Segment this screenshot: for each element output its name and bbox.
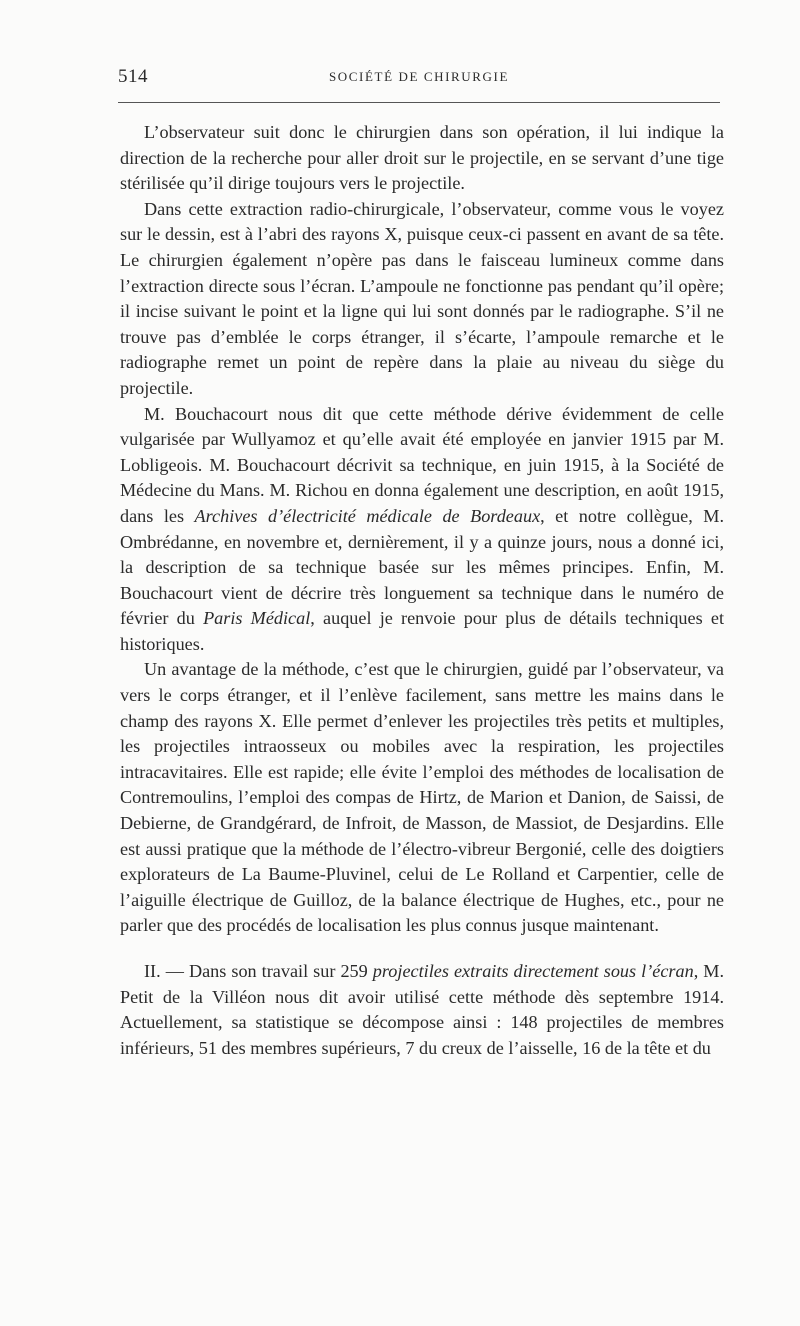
paragraph-5-text-a: II. — Dans son travail sur 259 [144, 961, 373, 981]
paragraph-1: L’observateur suit donc le chirurgien dans son opération, il lui indique la direction de la recherche pour aller droit sur le projectile, en se servant d’une tige stérilisée qu’il dirige toujours vers le projectile. [120, 122, 724, 194]
running-title: SOCIÉTÉ DE CHIRURGIE [328, 69, 510, 84]
header-rule [118, 102, 720, 103]
page-header [118, 66, 720, 90]
page-number: 514 [118, 66, 148, 87]
paragraph-3-text-c: , auquel je renvoie pour plus de détails techniques et historiques. [120, 608, 724, 654]
journal-title-paris-medical: Paris Médical [203, 608, 311, 629]
work-title-projectiles: projectiles extraits directement sous l’écran [372, 961, 694, 981]
paragraph-4: Un avantage de la méthode, c’est que le chirurgien, guidé par l’observateur, va vers le corps étranger, et il l’enlève facilement, sans mettre les mains dans le champ des rayons X. Elle permet d’enlever les projectiles très petits et multiples, les projectiles intraosseux ou mobiles avec la respiration, les projectiles intracavitaires. Elle est rapide; elle évite l’emploi des méthodes de localisation de Contremoulins, l’emploi des compas de Hirtz, de Marion et Danion, de Saissi, de Debierne, de Grandgérard, de Infroit, de Masson, de Massiot, de Desjardins. Elle est aussi pratique que la méthode de l’électro-vibreur Bergonié, celle des doigtiers explorateurs de La Baume-Pluvinel, celui de Le Rolland et Carpentier, celle de l’aiguille électrique de Guilloz, de la balance électrique de Hughes, etc., pour ne parler que des procédés de localisation les plus connus jusque maintenant. [120, 659, 724, 936]
article-body [120, 120, 724, 1061]
paragraph-2: Dans cette extraction radio-chirurgicale, l’observateur, comme vous le voyez sur le dessin, est à l’abri des rayons X, puisque ceux-ci passent en avant de sa tête. Le chirurgien également n’opère pas dans le faisceau lumineux comme dans l’extraction directe sous l’écran. L’ampoule ne fonctionne pas pendant qu’il opère; il incise suivant le point et la ligne qui lui sont donnés par le radiographe. S’il ne trouve pas d’emblée le corps étranger, il s’écarte, l’ampoule remarche et le radiographe remet un point de repère dans la plaie au niveau du siège du projectile. [120, 198, 724, 398]
paragraph-3 [120, 402, 724, 658]
journal-title-archives: Archives d’électricité médicale de Bordeaux [194, 505, 541, 526]
paragraph-5-text-b: , M. Petit de la Villéon nous dit avoir utilisé cette méthode dès septembre 1914. Actuellement, sa statistique se décompose ainsi : 148 projectiles de membres inférieurs, 51 des membres supérieurs, 7 du creux de l’aisselle, 16 de la tête et du [120, 961, 724, 1058]
paragraph-3-text-b: , et notre collègue, M. Ombrédanne, en novembre et, dernièrement, il y a quinze jours, nous a donné ici, la description de sa technique basée sur les mêmes principes. Enfin, M. Bouchacourt vient de décrire très longuement sa technique dans le numéro de février du [120, 505, 725, 629]
paragraph-3-text-a: M. Bouchacourt nous dit que cette méthode dérive évidemment de celle vulgarisée par Wullyamoz et qu’elle avait été employée en janvier 1915 par M. Lobligeois. M. Bouchacourt décrivit sa technique, en juin 1915, à la Société de Médecine du Mans. M. Richou en donna également une description, en août 1915, dans les [120, 403, 724, 526]
paragraph-5 [120, 959, 724, 1061]
